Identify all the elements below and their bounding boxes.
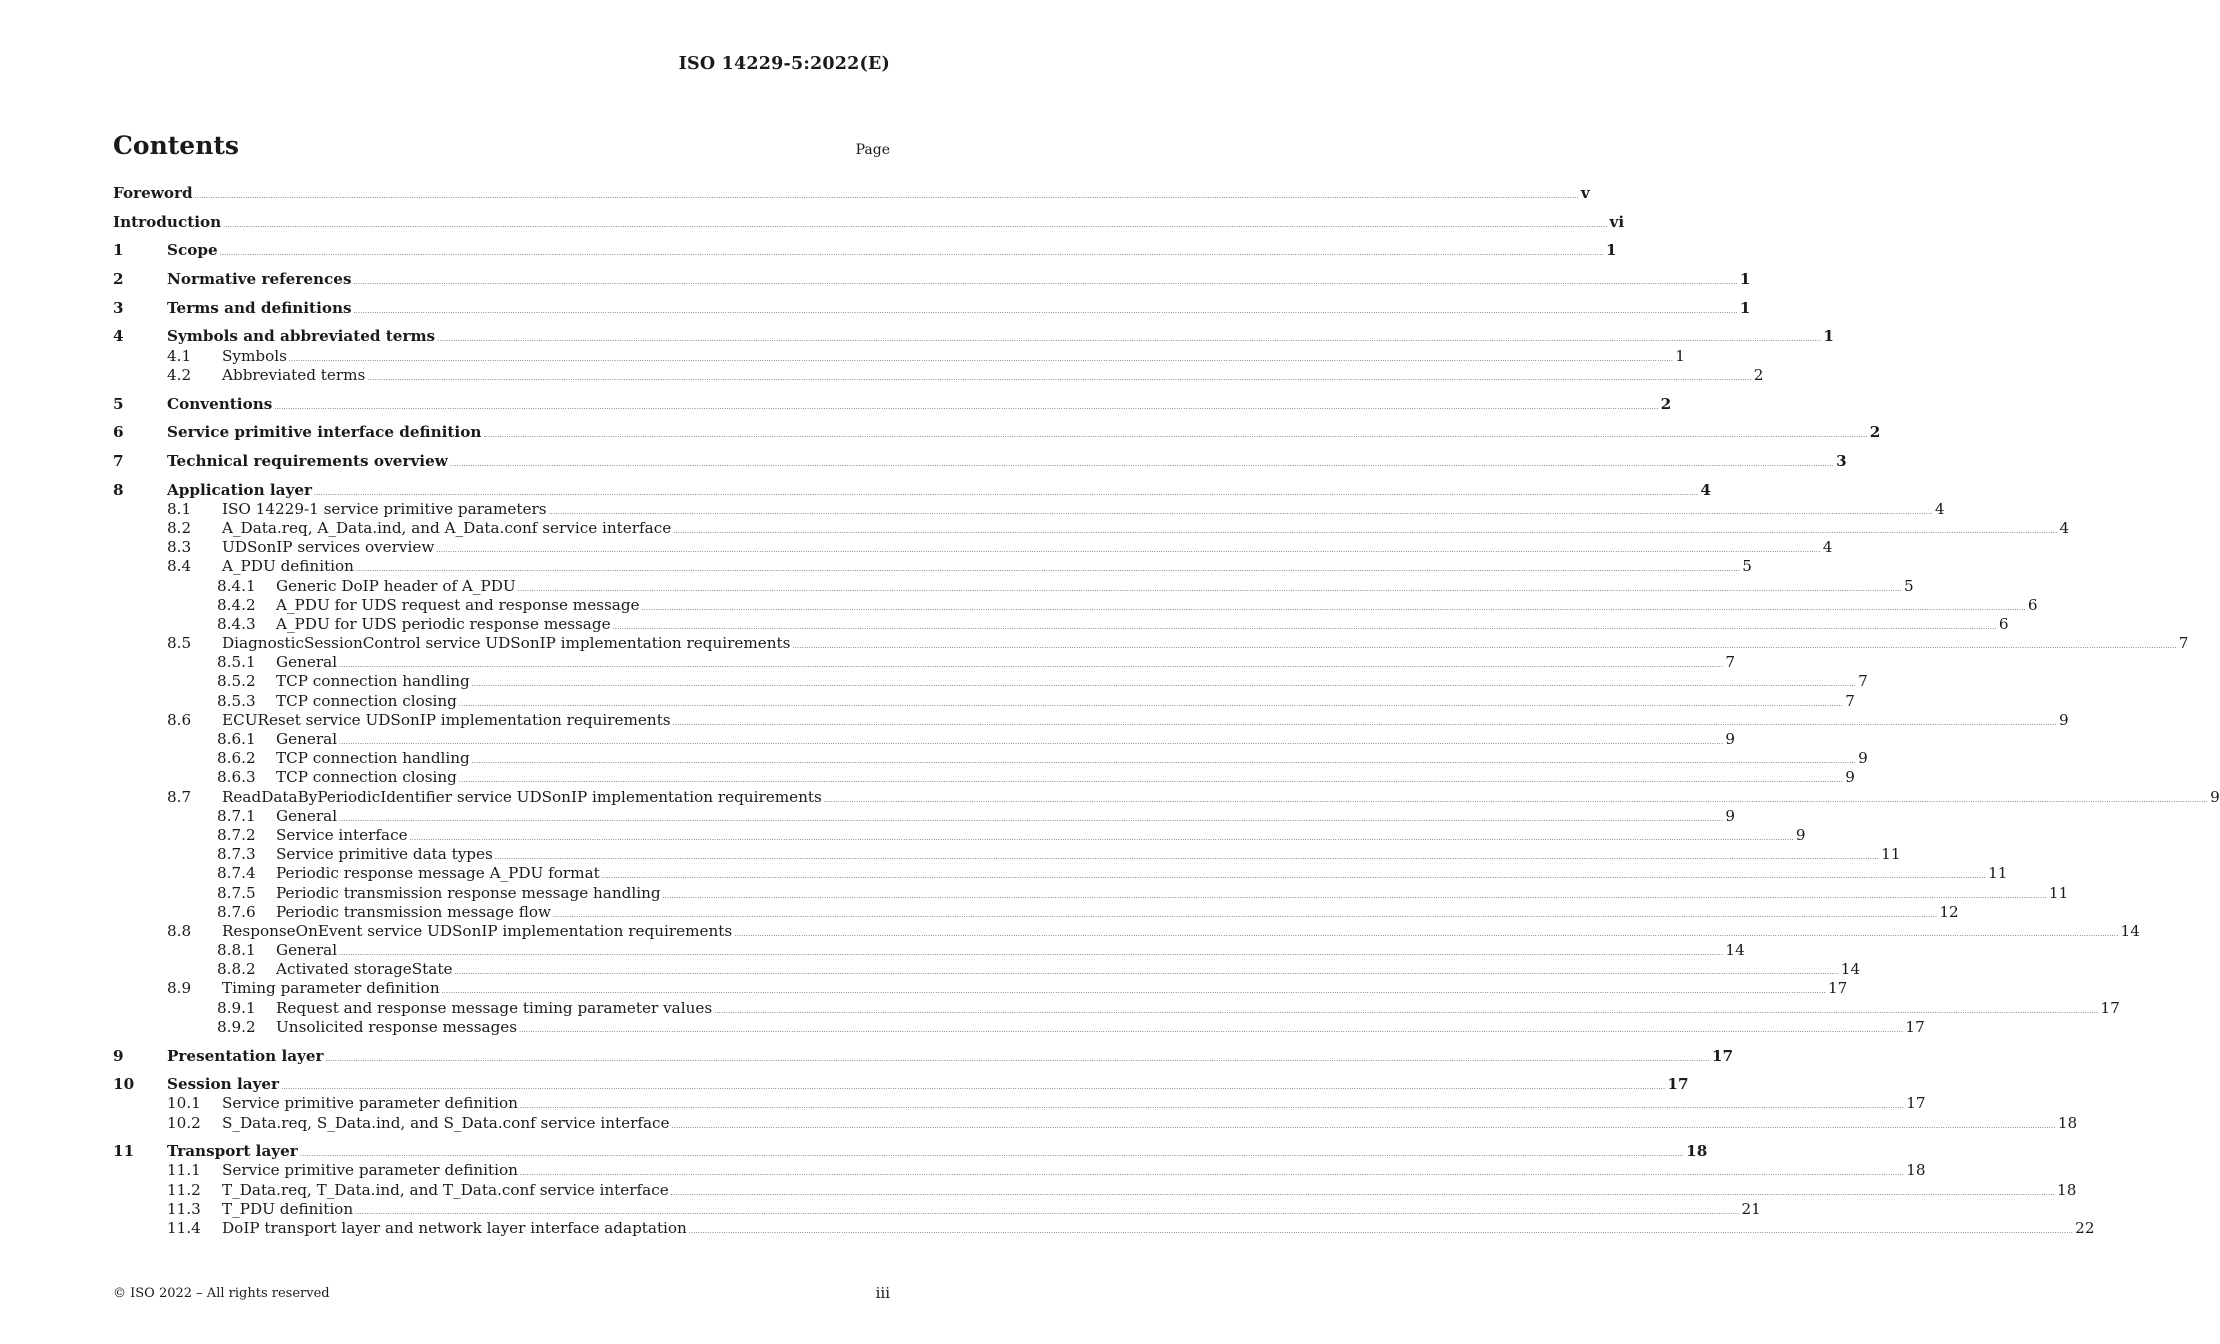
toc-entry[interactable]	[113, 672, 1868, 691]
toc-entry[interactable]	[113, 1113, 2078, 1133]
toc-leader-dots: ........................................................................................................................................................................................................................................................................................................................................................................................................................................................................................................................................................................................................................	[436, 547, 1821, 555]
toc-entry[interactable]	[113, 480, 1711, 500]
toc-entry-page: 14	[2120, 921, 2140, 940]
toc-leader-dots: ........................................................................................................................................................................................................................................................................................................................................................................................................................................................................................................................................................................................................................	[553, 911, 1938, 919]
toc-entry-page: 18	[2057, 1180, 2077, 1199]
toc-entry[interactable]	[113, 518, 2070, 538]
toc-entry[interactable]	[113, 730, 1736, 749]
toc-entry-page: 2	[1660, 394, 1672, 413]
toc-entry-page: 4	[1934, 499, 1945, 518]
toc-leader-dots: ........................................................................................................................................................................................................................................................................................................................................................................................................................................................................................................................................................................................................................	[194, 193, 1579, 200]
toc-entry-title[interactable]: General	[276, 730, 338, 748]
toc-leader-dots: ........................................................................................................................................................................................................................................................................................................................................................................................................................................................................................................................................................................................................................	[441, 988, 1826, 996]
toc-entry-number: 8.9	[167, 979, 192, 998]
toc-entry-page: 1	[1739, 298, 1751, 317]
toc-leader-dots: ........................................................................................................................................................................................................................................................................................................................................................................................................................................................................................................................................................................................................................	[355, 1208, 1740, 1216]
toc-entry-title[interactable]: A_PDU definition	[222, 557, 354, 576]
toc-entry-page: 9	[1725, 806, 1736, 825]
toc-entry-title[interactable]: TCP connection closing	[276, 768, 457, 787]
toc-entry-page: 3	[1836, 451, 1847, 470]
toc-entry[interactable]	[113, 499, 1945, 519]
toc-entry[interactable]	[113, 1161, 1926, 1180]
toc-entry-page: 17	[1827, 979, 1848, 998]
toc-entry-number: 8.4.2	[217, 595, 256, 614]
toc-entry-page: 17	[1906, 1094, 1926, 1113]
toc-entry-title[interactable]: Transport layer	[167, 1142, 298, 1161]
toc-entry-page: 1	[1675, 346, 1685, 365]
toc-entry-title[interactable]: Terms and definitions	[167, 298, 352, 317]
toc-entry-title[interactable]: Service primitive parameter definition	[222, 1094, 518, 1113]
toc-entry[interactable]	[113, 921, 2140, 941]
toc-leader-dots: ........................................................................................................................................................................................................................................................................................................................................................................................................................................................................................................................................................................................................................	[714, 1007, 2099, 1015]
toc-entry-title[interactable]: A_Data.req, A_Data.ind, and A_Data.conf service interface	[222, 518, 672, 537]
toc-entry-title[interactable]: S_Data.req, S_Data.ind, and S_Data.conf service interface	[222, 1113, 670, 1132]
toc-leader-dots: ........................................................................................................................................................................................................................................................................................................................................................................................................................................................................................................................................................................................................................	[471, 681, 1857, 689]
toc-entry-number: 8.5.1	[217, 653, 256, 672]
toc-entry-title[interactable]: ReadDataByPeriodicIdentifier service UDSonIP implementation requirements	[222, 787, 822, 806]
toc-entry-page: 9	[2058, 710, 2069, 729]
toc-entry[interactable]	[113, 614, 2009, 634]
toc-leader-dots: ........................................................................................................................................................................................................................................................................................................................................................................................................................................................................................................................................................................................................................	[339, 815, 1724, 823]
toc-entry[interactable]	[113, 825, 1806, 845]
toc-entry-title[interactable]: A_PDU for UDS periodic response message	[276, 614, 611, 633]
toc-entry-page: 9	[2210, 787, 2220, 806]
toc-entry-title[interactable]: General	[276, 806, 338, 825]
toc-leader-dots: ........................................................................................................................................................................................................................................................................................................................................................................................................................................................................................................................................................................................................................	[409, 834, 1794, 842]
toc-entry-number: 8.9.1	[217, 998, 256, 1017]
toc-entry-page: 7	[1845, 691, 1855, 710]
toc-entry-number: 4	[113, 327, 124, 346]
toc-leader-dots: ........................................................................................................................................................................................................................................................................................................................................................................................................................................................................................................................................................................................................................	[548, 508, 1933, 516]
toc-entry-number: 8.2	[167, 518, 192, 537]
toc-entry[interactable]	[113, 212, 1625, 232]
toc-entry-title[interactable]: Timing parameter definition	[222, 979, 440, 998]
toc-leader-dots: ........................................................................................................................................................................................................................................................................................................................................................................................................................................................................................................................................................................................................................	[519, 1026, 1904, 1034]
toc-entry-number: 8.7	[167, 787, 192, 806]
toc-entry-page: vi	[1609, 212, 1625, 231]
toc-entry[interactable]	[113, 538, 1833, 557]
toc-entry[interactable]	[113, 346, 1685, 366]
toc-entry-page: 2	[1869, 423, 1881, 442]
toc-entry-page: 17	[1905, 1017, 1925, 1036]
toc-entry-number: 11.4	[167, 1219, 201, 1237]
toc-entry-number: 8.4.1	[217, 576, 256, 595]
toc-leader-dots: ........................................................................................................................................................................................................................................................................................................................................................................................................................................................................................................................................................................................................................	[299, 1151, 1685, 1159]
toc-entry-title[interactable]: TCP connection closing	[276, 691, 457, 710]
toc-entry-number: 8.8.2	[217, 960, 256, 979]
toc-entry[interactable]	[113, 327, 1834, 346]
toc-leader-dots: ........................................................................................................................................................................................................................................................................................................................................................................................................................................................................................................................................................................................................................	[353, 279, 1738, 287]
toc-entry[interactable]	[113, 394, 1672, 414]
toc-entry[interactable]	[113, 270, 1751, 289]
toc-leader-dots: ........................................................................................................................................................................................................................................................................................................................................................................................................................................................................................................................................................................................................................	[353, 307, 1738, 315]
toc-entry[interactable]	[113, 557, 1752, 576]
toc-leader-dots: ........................................................................................................................................................................................................................................................................................................................................................................................................................................................................................................................................................................................................................	[612, 623, 1997, 631]
toc-entry-number: 8.8.1	[217, 941, 256, 960]
toc-entry-number: 7	[113, 451, 124, 470]
toc-entry[interactable]	[113, 883, 2069, 903]
toc-leader-dots: ........................................................................................................................................................................................................................................................................................................................................................................................................................................................................................................................................................................................................................	[517, 585, 1903, 593]
toc-entry-page: 7	[2178, 634, 2189, 653]
copyright-footer: © ISO 2022 – All rights reserved	[113, 1286, 330, 1301]
toc-entry-number: 8.7.1	[217, 806, 256, 825]
toc-entry-number: 8.8	[167, 921, 192, 940]
toc-leader-dots: ........................................................................................................................................................................................................................................................................................................................................................................................................................................................................................................................................................................................................................	[483, 432, 1868, 440]
toc-entry-title[interactable]: ISO 14229-1 service primitive parameters	[222, 499, 547, 518]
toc-entry-title[interactable]: Technical requirements overview	[167, 451, 448, 470]
toc-entry-page: 11	[1988, 864, 2008, 883]
toc-entry[interactable]	[113, 1199, 1761, 1219]
toc-entry-number: 8.5.2	[217, 672, 256, 691]
toc-entry-title[interactable]: DiagnosticSessionControl service UDSonIP implementation requirements	[222, 634, 791, 653]
toc-entry-number: 10.2	[167, 1113, 201, 1132]
toc-leader-dots: ........................................................................................................................................................................................................................................................................................................................................................................................................................................................................................................................................................................................................................	[458, 777, 1844, 785]
toc-leader-dots: ........................................................................................................................................................................................................................................................................................................................................................................................................................................................................................................................................................................................................................	[792, 643, 2177, 651]
toc-entry[interactable]	[113, 451, 1847, 471]
toc-entry[interactable]	[113, 576, 1914, 596]
toc-entry-page: 1	[1605, 241, 1617, 260]
toc-entry-number: 8.5	[167, 634, 192, 653]
toc-entry[interactable]	[113, 634, 2189, 653]
toc-entry-number: 8.7.2	[217, 825, 256, 844]
toc-entry-number: 11.2	[167, 1180, 201, 1199]
toc-entry[interactable]	[113, 1046, 1734, 1066]
toc-entry-page: 2	[1753, 365, 1764, 384]
toc-leader-dots: ........................................................................................................................................................................................................................................................................................................................................................................................................................................................................................................................................................................................................................	[494, 854, 1880, 862]
toc-entry-page: 4	[2059, 518, 2070, 537]
toc-entry-number: 4.1	[167, 346, 192, 365]
toc-entry[interactable]	[113, 979, 1848, 998]
toc-leader-dots: ........................................................................................................................................................................................................................................................................................................................................................................................................................................................................................................................................................................................................................	[367, 374, 1752, 382]
toc-leader-dots: ........................................................................................................................................................................................................................................................................................................................................................................................................................................................................................................................................................................................................................	[673, 527, 2058, 535]
toc-entry[interactable]	[113, 710, 2069, 730]
toc-entry[interactable]	[113, 1219, 2095, 1238]
toc-entry[interactable]	[113, 298, 1751, 318]
toc-entry-title[interactable]: Service primitive parameter definition	[222, 1161, 518, 1180]
toc-entry-page: 17	[1711, 1046, 1734, 1065]
toc-entry[interactable]	[113, 595, 2038, 615]
toc-entry-page: 9	[1795, 825, 1806, 844]
toc-entry[interactable]	[113, 845, 1901, 864]
page-column-label: Page	[855, 142, 890, 158]
toc-leader-dots: ........................................................................................................................................................................................................................................................................................................................................................................................................................................................................................................................................................................................................................	[519, 1170, 1905, 1178]
table-of-contents	[113, 184, 2220, 1238]
toc-leader-dots: ........................................................................................................................................................................................................................................................................................................................................................................................................................................................................................................................................................................................................................	[339, 662, 1724, 670]
toc-entry-number: 8.9.2	[217, 1017, 256, 1036]
toc-entry-number: 8.5.3	[217, 691, 256, 710]
toc-entry-page: 18	[2057, 1113, 2078, 1132]
toc-entry-title[interactable]: ResponseOnEvent service UDSonIP implementation requirements	[222, 921, 733, 940]
toc-entry[interactable]	[113, 998, 2120, 1018]
toc-entry-title[interactable]: Periodic transmission message flow	[276, 902, 551, 921]
toc-entry-number: 8.7.6	[217, 902, 256, 921]
toc-entry[interactable]	[113, 902, 1959, 922]
toc-leader-dots: ........................................................................................................................................................................................................................................................................................................................................................................................................................................................................................................................................................................................................................	[601, 873, 1987, 881]
toc-entry-number: 1	[113, 241, 124, 260]
toc-entry-page: 18	[1686, 1142, 1708, 1161]
toc-leader-dots: ........................................................................................................................................................................................................................................................................................................................................................................................................................................................................................................................................................................................................................	[641, 604, 2026, 612]
toc-entry-number: 8.7.4	[217, 864, 256, 883]
toc-entry-number: 10	[113, 1075, 135, 1094]
toc-leader-dots: ........................................................................................................................................................................................................................................................................................................................................................................................................................................................................................................................................................................................................................	[519, 1103, 1905, 1111]
toc-entry[interactable]	[113, 365, 1764, 385]
toc-entry-number: 11	[113, 1142, 135, 1161]
toc-entry-title[interactable]: Application layer	[167, 480, 312, 499]
toc-entry[interactable]	[113, 941, 1745, 960]
toc-entry-number: 6	[113, 423, 124, 442]
toc-entry-page: 1	[1739, 270, 1751, 289]
toc-entry-page: 9	[1858, 749, 1868, 768]
toc-entry-number: 11.1	[167, 1161, 201, 1180]
toc-entry-page: 17	[1667, 1075, 1689, 1094]
toc-entry-page: 18	[1906, 1161, 1926, 1180]
toc-entry-title[interactable]: Unsolicited response messages	[276, 1017, 518, 1036]
toc-entry-page: 5	[1904, 576, 1914, 595]
toc-entry-page: 1	[1823, 327, 1834, 346]
toc-entry-title[interactable]: Symbols	[222, 346, 287, 365]
toc-leader-dots: ........................................................................................................................................................................................................................................................................................................................................................................................................................................................................................................................................................................................................................	[314, 489, 1699, 497]
toc-leader-dots: ........................................................................................................................................................................................................................................................................................................................................................................................................................................................................................................................................................................................................................	[662, 892, 2047, 900]
toc-entry-title[interactable]: Presentation layer	[167, 1046, 324, 1065]
toc-entry-number: 5	[113, 394, 124, 413]
toc-entry-page: 12	[1939, 902, 1959, 921]
toc-leader-dots: ........................................................................................................................................................................................................................................................................................................................................................................................................................................................................................................................................................................................................................	[339, 950, 1724, 958]
toc-leader-dots: ........................................................................................................................................................................................................................................................................................................................................................................................................................................................................................................................................................................................................................	[288, 355, 1674, 363]
toc-entry-title[interactable]: Generic DoIP header of A_PDU	[276, 576, 516, 595]
toc-entry-page: 9	[1845, 768, 1855, 787]
toc-leader-dots: ........................................................................................................................................................................................................................................................................................................................................................................................................................................................................................................................................................................................................................	[671, 1122, 2056, 1130]
toc-entry-number: 4.2	[167, 365, 192, 384]
toc-entry-page: 14	[1725, 941, 1745, 960]
toc-leader-dots: ........................................................................................................................................................................................................................................................................................................................................................................................................................................................................................................................................................................................................................	[688, 1228, 2074, 1235]
toc-entry-title[interactable]: TCP connection handling	[276, 672, 470, 691]
toc-entry-number: 8.7.3	[217, 845, 256, 864]
toc-entry-title[interactable]: A_PDU for UDS request and response message	[276, 595, 640, 614]
contents-title: Contents	[113, 131, 240, 160]
toc-entry[interactable]	[113, 184, 1590, 203]
toc-entry[interactable]	[113, 768, 1855, 787]
toc-leader-dots: ........................................................................................................................................................................................................................................................................................................................................................................................................................................................................................................................................................................................................................	[734, 930, 2119, 938]
toc-entry[interactable]	[113, 1075, 1689, 1094]
toc-leader-dots: ........................................................................................................................................................................................................................................................................................................................................................................................................................................................................................................................................................................................................................	[823, 796, 2209, 804]
document-id: ISO 14229-5:2022(E)	[678, 54, 890, 74]
toc-entry-page: 5	[1742, 557, 1752, 576]
toc-entry-page: 6	[2027, 595, 2038, 614]
toc-entry-page: 17	[2100, 998, 2120, 1017]
toc-entry-title[interactable]: Scope	[167, 241, 218, 260]
toc-leader-dots: ........................................................................................................................................................................................................................................................................................................................................................................................................................................................................................................................................................................................................................	[274, 403, 1659, 411]
toc-entry-title[interactable]: Symbols and abbreviated terms	[167, 327, 436, 346]
toc-leader-dots: ........................................................................................................................................................................................................................................................................................................................................................................................................................................................................................................................................................................................................................	[339, 739, 1724, 746]
toc-entry-page: 4	[1700, 480, 1711, 499]
toc-entry[interactable]	[113, 864, 2008, 883]
toc-entry[interactable]	[113, 653, 1736, 672]
toc-entry[interactable]	[113, 691, 1855, 711]
toc-entry[interactable]	[113, 1017, 1925, 1037]
toc-entry[interactable]	[113, 960, 1861, 979]
toc-leader-dots: ........................................................................................................................................................................................................................................................................................................................................................................................................................................................................................................................................................................................................................	[219, 250, 1604, 258]
toc-entry-title[interactable]: UDSonIP services overview	[222, 538, 435, 557]
toc-entry[interactable]	[113, 1180, 2077, 1200]
toc-leader-dots: ........................................................................................................................................................................................................................................................................................................................................................................................................................................................................................................................................................................................................................	[325, 1055, 1710, 1063]
toc-leader-dots: ........................................................................................................................................................................................................................................................................................................................................................................................................................................................................................................................................................................................................................	[223, 221, 1608, 229]
toc-entry-page: 22	[2075, 1219, 2095, 1237]
toc-entry-title[interactable]: TCP connection handling	[276, 749, 470, 768]
toc-entry-page: 21	[1741, 1199, 1761, 1218]
toc-entry-number: 9	[113, 1046, 124, 1065]
toc-entry-title[interactable]: DoIP transport layer and network layer interface adaptation	[222, 1219, 687, 1237]
toc-entry-page: 7	[1858, 672, 1868, 691]
toc-entry-number: 8.4	[167, 557, 192, 576]
toc-entry-number: 8.6.1	[217, 730, 256, 748]
toc-entry[interactable]	[113, 1094, 1926, 1113]
toc-entry-title[interactable]: T_PDU definition	[222, 1199, 354, 1218]
toc-entry-title[interactable]: Activated storageState	[276, 960, 453, 979]
toc-entry-number: 8	[113, 480, 124, 499]
toc-entry-number: 8.1	[167, 499, 192, 518]
toc-entry-page: 7	[1725, 653, 1736, 672]
toc-entry-title[interactable]: Abbreviated terms	[222, 365, 366, 384]
toc-entry-number: 8.7.5	[217, 883, 256, 902]
toc-entry-page: v	[1580, 184, 1590, 202]
toc-entry-page: 6	[1998, 614, 2009, 633]
toc-entry[interactable]	[113, 787, 2220, 807]
toc-entry-title[interactable]: Normative references	[167, 270, 352, 289]
toc-entry-number: 8.6.3	[217, 768, 256, 787]
toc-entry-title[interactable]: Request and response message timing parameter values	[276, 998, 713, 1017]
toc-entry-number: 10.1	[167, 1094, 201, 1113]
toc-entry-number: 8.3	[167, 538, 192, 557]
toc-entry-page: 4	[1822, 538, 1833, 557]
toc-entry-title[interactable]: Periodic response message A_PDU format	[276, 864, 600, 883]
toc-entry-title[interactable]: Periodic transmission response message handling	[276, 883, 661, 902]
toc-leader-dots: ........................................................................................................................................................................................................................................................................................................................................................................................................................................................................................................................................................................................................................	[454, 969, 1839, 977]
toc-entry-title[interactable]: Service primitive data types	[276, 845, 493, 864]
page-number: iii	[875, 1284, 890, 1302]
toc-entry-page: 9	[1725, 730, 1736, 748]
toc-leader-dots: ........................................................................................................................................................................................................................................................................................................................................................................................................................................................................................................................................................................................................................	[437, 336, 1822, 344]
toc-entry-title[interactable]: General	[276, 941, 338, 960]
toc-entry-title[interactable]: Session layer	[167, 1075, 280, 1094]
toc-entry[interactable]	[113, 749, 1868, 768]
toc-entry-number: 8.6.2	[217, 749, 256, 768]
toc-entry-title[interactable]: General	[276, 653, 338, 672]
toc-entry-page: 11	[2048, 883, 2069, 902]
toc-entry-number: 8.6	[167, 710, 192, 729]
toc-entry-number: 3	[113, 298, 124, 317]
toc-entry-number: 8.4.3	[217, 614, 256, 633]
toc-entry-title[interactable]: Foreword	[113, 184, 193, 202]
toc-leader-dots: ........................................................................................................................................................................................................................................................................................................................................................................................................................................................................................................................................................................................................................	[281, 1084, 1666, 1092]
toc-entry-title[interactable]: Service interface	[276, 825, 408, 844]
toc-entry-title[interactable]: T_Data.req, T_Data.ind, and T_Data.conf service interface	[222, 1180, 669, 1199]
toc-leader-dots: ........................................................................................................................................................................................................................................................................................................................................................................................................................................................................................................................................................................................................................	[355, 566, 1741, 574]
toc-entry[interactable]	[113, 423, 1881, 442]
toc-entry-title[interactable]: Introduction	[113, 212, 222, 231]
toc-leader-dots: ........................................................................................................................................................................................................................................................................................................................................................................................................................................................................................................................................................................................................................	[672, 719, 2057, 727]
toc-entry-number: 11.3	[167, 1199, 201, 1218]
toc-entry-title[interactable]: Service primitive interface definition	[167, 423, 482, 442]
toc-entry-page: 14	[1840, 960, 1861, 979]
toc-leader-dots: ........................................................................................................................................................................................................................................................................................................................................................................................................................................................................................................................................................................................................................	[471, 758, 1857, 766]
toc-entry-title[interactable]: ECUReset service UDSonIP implementation requirements	[222, 710, 671, 729]
toc-leader-dots: ........................................................................................................................................................................................................................................................................................................................................................................................................................................................................................................................................................................................................................	[670, 1189, 2056, 1197]
toc-leader-dots: ........................................................................................................................................................................................................................................................................................................................................................................................................................................................................................................................................................................................................................	[449, 460, 1835, 468]
toc-entry-title[interactable]: Conventions	[167, 394, 273, 413]
toc-entry-page: 11	[1881, 845, 1901, 864]
toc-entry[interactable]	[113, 1142, 1708, 1161]
toc-entry-number: 2	[113, 270, 124, 289]
toc-entry[interactable]	[113, 241, 1617, 260]
toc-leader-dots: ........................................................................................................................................................................................................................................................................................................................................................................................................................................................................................................................................................................................................................	[458, 700, 1844, 708]
toc-entry[interactable]	[113, 806, 1736, 826]
